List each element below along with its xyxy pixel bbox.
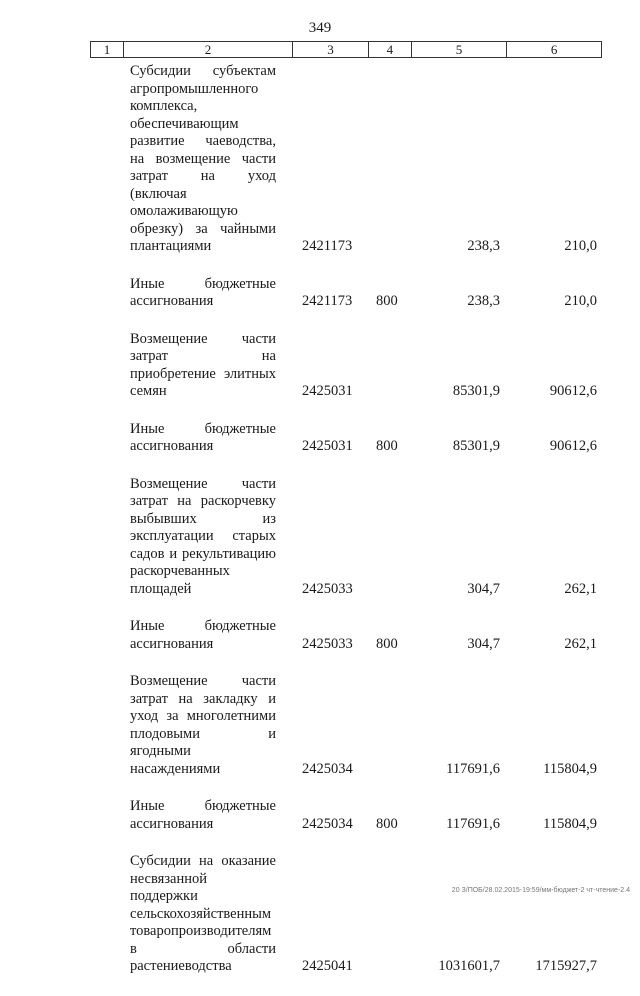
row-code: 2425033 <box>302 580 353 597</box>
table-row <box>90 421 602 456</box>
row-code: 2425031 <box>302 438 353 454</box>
header-col-5: 5 <box>412 42 508 57</box>
row-description: Возмещение части затрат на раскорчевку выбывших из эксплуатации старых садов и рекультивацию раскорчеванных площадей <box>130 475 276 597</box>
row-value-col5: 1031601,7 <box>438 958 500 974</box>
row-expense-type: 800 <box>376 438 398 454</box>
row-value-col5: 238,3 <box>467 238 500 254</box>
row-description: Иные бюджетные ассигнования <box>130 618 276 652</box>
row-value-col6: 90612,6 <box>549 383 597 399</box>
row-code: 2425031 <box>302 383 353 399</box>
row-value-col6: 115804,9 <box>543 815 597 832</box>
header-col-3: 3 <box>293 42 369 57</box>
row-code: 2425034 <box>302 815 353 832</box>
row-value-col6: 262,1 <box>564 635 597 652</box>
row-expense-type: 800 <box>376 635 398 652</box>
row-value-col5: 304,7 <box>467 635 500 652</box>
row-value-col5: 304,7 <box>467 580 500 597</box>
row-code: 2425034 <box>302 760 353 777</box>
table-row <box>90 476 602 599</box>
table-row <box>90 673 602 778</box>
row-value-col5: 117691,6 <box>446 760 500 777</box>
row-value-col6: 1715927,7 <box>535 958 597 974</box>
row-description: Иные бюджетные ассигнования <box>130 798 276 832</box>
row-expense-type: 800 <box>376 815 398 832</box>
row-expense-type: 800 <box>376 293 398 309</box>
row-description: Иные бюджетные ассигнования <box>130 420 276 454</box>
table-header-row <box>90 41 602 58</box>
row-code: 2421173 <box>302 293 353 309</box>
page-number: 349 <box>308 20 332 36</box>
header-col-1: 1 <box>91 42 124 57</box>
row-value-col5: 117691,6 <box>446 815 500 832</box>
row-value-col5: 85301,9 <box>452 438 500 454</box>
row-description: Субсидии субъектам агропромышленного комплекса, обеспечивающим развитие чаеводства, на возмещение части затрат на уход (включая омолаживающую обрезку) за чайными плантациями <box>130 63 276 254</box>
table-row <box>90 331 602 401</box>
header-col-6: 6 <box>550 42 558 57</box>
table-row <box>90 798 602 833</box>
row-description: Субсидии на оказание несвязанной поддержки сельскохозяйственным товаропроизводителям в области растениеводства <box>130 853 276 974</box>
row-code: 2425033 <box>302 635 353 652</box>
table-body <box>90 63 602 996</box>
row-value-col6: 115804,9 <box>543 760 597 777</box>
row-value-col5: 238,3 <box>467 293 500 309</box>
footer-print-stamp: 20 З/ПОБ/28.02.2015-19:59/мм-бюджет-2 чт-чтение-2.4 <box>451 887 630 894</box>
row-value-col6: 210,0 <box>564 238 597 254</box>
row-value-col6: 262,1 <box>564 580 597 597</box>
header-col-2: 2 <box>124 42 293 57</box>
row-value-col6: 90612,6 <box>549 438 597 454</box>
row-description: Иные бюджетные ассигнования <box>130 275 276 309</box>
row-code: 2425041 <box>302 958 353 974</box>
row-description: Возмещение части затрат на закладку и уход за многолетними плодовыми и ягодными насаждениями <box>130 673 276 777</box>
table-row <box>90 618 602 653</box>
row-description: Возмещение части затрат на приобретение элитных семян <box>130 330 276 399</box>
table-row <box>90 276 602 311</box>
table-row <box>90 853 602 976</box>
row-value-col5: 85301,9 <box>452 383 500 399</box>
header-col-4: 4 <box>369 42 412 57</box>
row-value-col6: 210,0 <box>564 293 597 309</box>
row-code: 2421173 <box>302 238 353 254</box>
table-row <box>90 63 602 256</box>
